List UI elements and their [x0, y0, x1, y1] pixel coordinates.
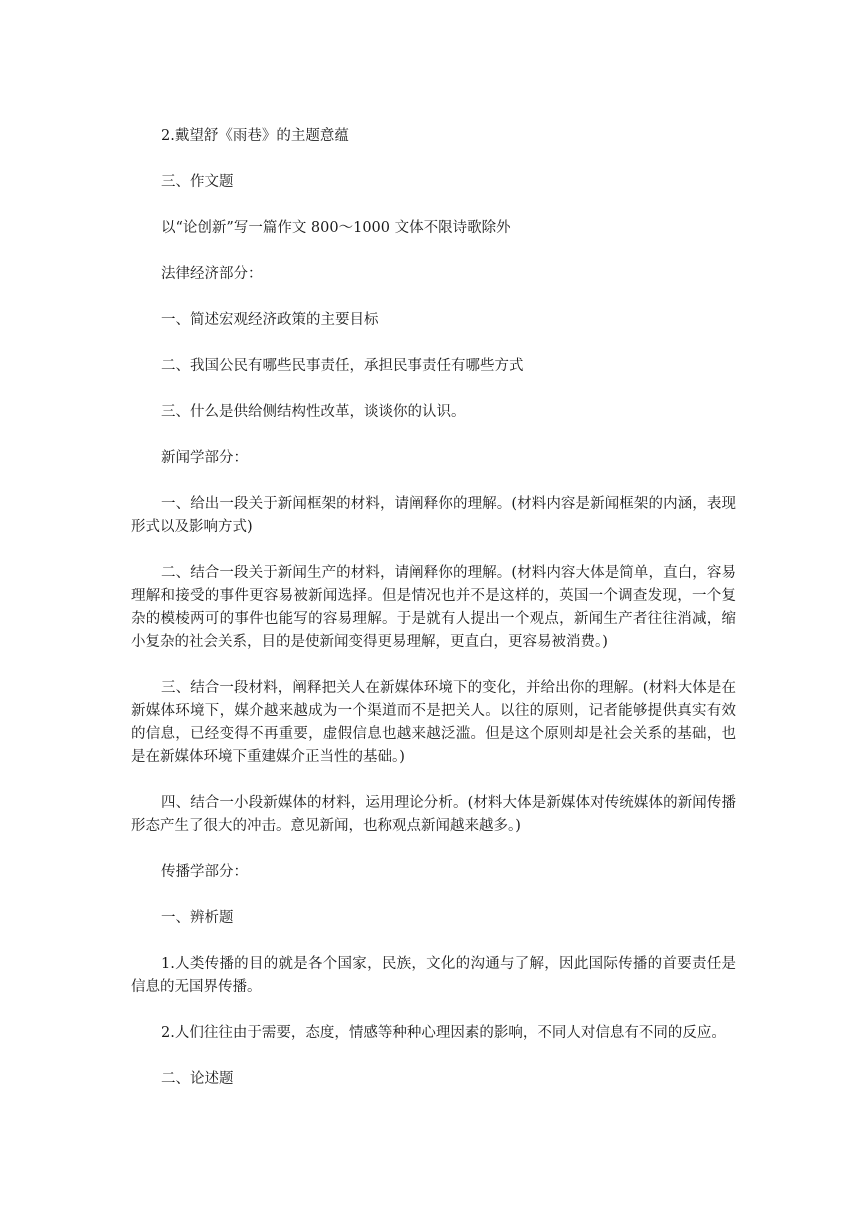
- question-psychological-factors: 2.人们往往由于需要，态度，情感等种种心理因素的影响，不同人对信息有不同的反应。: [161, 1025, 726, 1041]
- subsection-heading-discrimination: 一、辨析题: [161, 910, 234, 926]
- question-news-framing: 一、给出一段关于新闻框架的材料，请阐释你的理解。(材料内容是新闻框架的内涵，表现形式以及影响方式): [131, 496, 736, 535]
- question-supply-side-reform: 三、什么是供给侧结构性改革，谈谈你的认识。: [161, 404, 466, 420]
- question-yuxiang-theme: 2.戴望舒《雨巷》的主题意蕴: [161, 128, 349, 144]
- question-international-communication: 1.人类传播的目的就是各个国家，民族，文化的沟通与了解，因此国际传播的首要责任是信息的无国界传播。: [131, 956, 736, 995]
- question-new-media: 四、结合一小段新媒体的材料，运用理论分析。(材料大体是新媒体对传统媒体的新闻传播形态产生了很大的冲击。意见新闻，也称观点新闻越来越多。): [131, 795, 736, 834]
- section-heading-law-economics: 法律经济部分：: [161, 266, 263, 282]
- question-civil-liability: 二、我国公民有哪些民事责任，承担民事责任有哪些方式: [161, 358, 524, 374]
- section-heading-communication: 传播学部分：: [161, 864, 248, 880]
- subsection-heading-essay: 二、论述题: [161, 1071, 234, 1087]
- section-heading-journalism: 新闻学部分：: [161, 450, 248, 466]
- question-gatekeeper: 三、结合一段材料，阐释把关人在新媒体环境下的变化，并给出你的理解。(材料大体是在新媒体环境下，媒介越来越成为一个渠道而不是把关人。以往的原则，记者能够提供真实有效的信息，已经变得不再重要，虚假信息也越来越泛滥。但是这个原则却是社会关系的基础，也是在新媒体环境下重建媒介正当性的基础。): [131, 680, 736, 765]
- question-news-production: 二、结合一段关于新闻生产的材料，请阐释你的理解。(材料内容大体是简单，直白，容易理解和接受的事件更容易被新闻选择。但是情况也并不是这样的，英国一个调查发现，一个复杂的模棱两可的事件也能写的容易理解。于是就有人提出一个观点，新闻生产者往往消减，缩小复杂的社会关系，目的是使新闻变得更易理解，更直白，更容易被消费。): [131, 565, 736, 650]
- composition-prompt: 以“论创新”写一篇作文 800～1000 文体不限诗歌除外: [161, 220, 511, 236]
- document-body: [131, 125, 736, 1114]
- section-heading-composition: 三、作文题: [161, 174, 234, 190]
- question-macro-policy: 一、简述宏观经济政策的主要目标: [161, 312, 379, 328]
